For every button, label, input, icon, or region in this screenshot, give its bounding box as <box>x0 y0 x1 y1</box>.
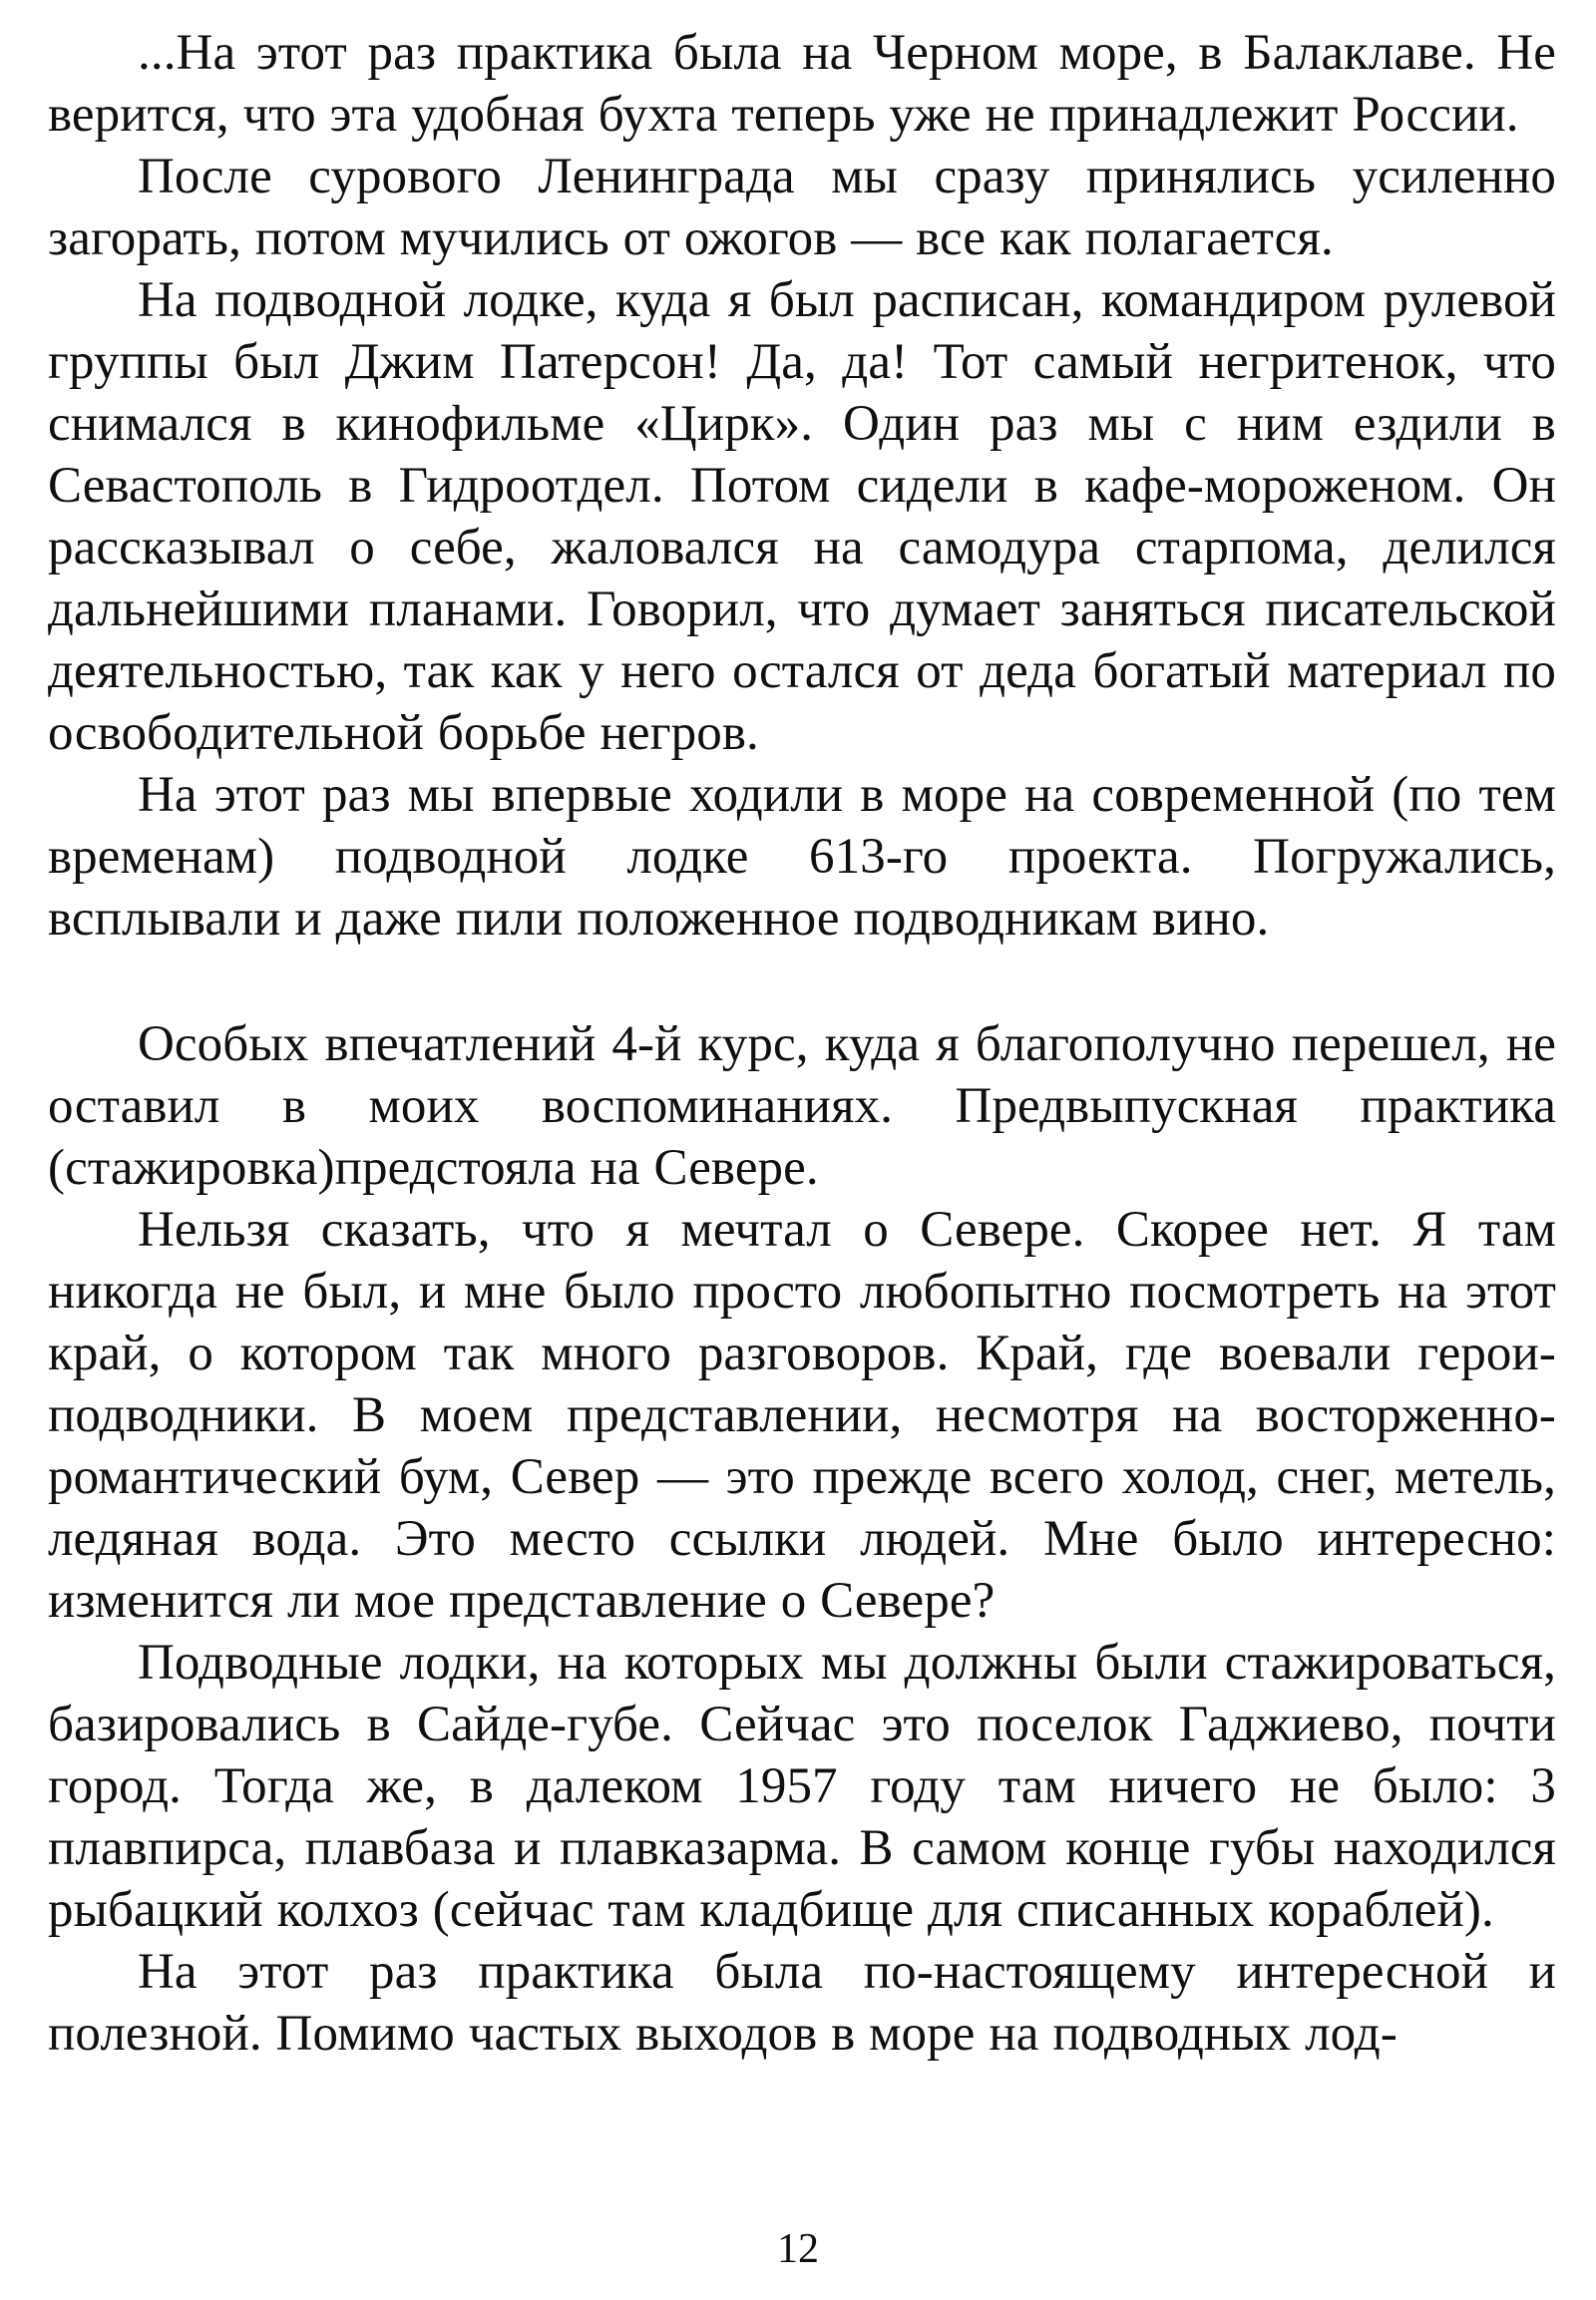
paragraph-6: Нельзя сказать, что я мечтал о Севере. Скорее нет. Я там никогда не был, и мне было просто любопытно посмотреть на этот край, о котором так много разговоров. Край, где воевали герои-подводники. В моем представлении, несмотря на восторженно-романтический бум, Север — это прежде всего холод, снег, метель, ледяная вода. Это место ссылки людей. Мне было интересно: изменится ли мое представление о Севере? <box>48 1202 1556 1629</box>
paragraph-1: ...На этот раз практика была на Черном море, в Балаклаве. Не верится, что эта удобная бухта теперь уже не принадлежит России. <box>48 25 1556 143</box>
page-number: 12 <box>777 2226 819 2272</box>
paragraph-4: На этот раз мы впервые ходили в море на современной (по тем временам) подводной лодке 613-го проекта. Погружались, всплывали и даже пили положенное подводникам вино. <box>48 767 1556 947</box>
page-body <box>48 22 1556 2065</box>
paragraph-7: Подводные лодки, на которых мы должны были стажироваться, базировались в Сайде-губе. Сейчас это поселок Гаджиево, почти город. Тогда же, в далеком 1957 году там ничего не было: 3 плавпирса, плавбаза и плавказарма. В самом конце губы находился рыбацкий колхоз (сейчас там кладбище для списанных кораблей). <box>48 1635 1556 1938</box>
paragraph-8: На этот раз практика была по-настоящему интересной и полезной. Помимо частых выходов в море на подводных лод- <box>48 1944 1556 2062</box>
paragraph-2: После сурового Ленинграда мы сразу принялись усиленно загорать, потом мучились от ожогов — все как полагается. <box>48 149 1556 266</box>
paragraph-3: На подводной лодке, куда я был расписан, командиром рулевой группы был Джим Патерсон! Да, да! Тот самый негритенок, что снимался в кинофильме «Цирк». Один раз мы с ним ездили в Севастополь в Гидроотдел. Потом сидели в кафе-мороженом. Он рассказывал о себе, жаловался на самодура старпома, делился дальнейшими планами. Говорил, что думает заняться писательской деятельностью, так как у него остался от деда богатый материал по освободительной борьбе негров. <box>48 272 1556 761</box>
paragraph-5: Особых впечатлений 4-й курс, куда я благополучно перешел, не оставил в моих воспоминаниях. Предвыпускная практика (стажировка)предстояла на Севере. <box>48 1016 1556 1196</box>
